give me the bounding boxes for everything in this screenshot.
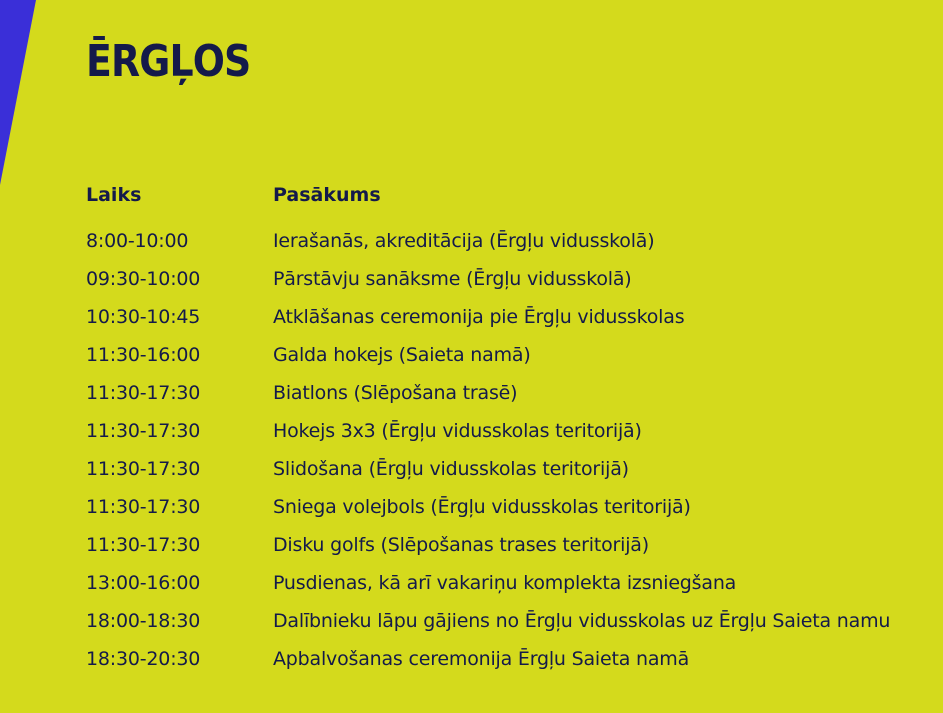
schedule-time: 18:30-20:30 <box>86 648 201 670</box>
schedule-row <box>86 640 936 678</box>
schedule-header-row <box>86 180 936 210</box>
schedule-event: Atklāšanas ceremonija pie Ērgļu vidusskolas <box>273 306 685 328</box>
schedule-time: 8:00-10:00 <box>86 230 189 252</box>
schedule-event: Pusdienas, kā arī vakariņu komplekta izsniegšana <box>273 572 737 594</box>
schedule-time: 11:30-17:30 <box>86 382 201 404</box>
schedule-time: 11:30-16:00 <box>86 344 201 366</box>
schedule-event: Galda hokejs (Saieta namā) <box>273 344 531 366</box>
schedule-time: 13:00-16:00 <box>86 572 201 594</box>
schedule-event: Biatlons (Slēpošana trasē) <box>273 382 518 404</box>
schedule-time: 10:30-10:45 <box>86 306 201 328</box>
schedule-time: 11:30-17:30 <box>86 496 201 518</box>
time-column-header: Laiks <box>86 184 142 206</box>
schedule-time: 09:30-10:00 <box>86 268 201 290</box>
schedule-row <box>86 374 936 412</box>
schedule-event: Sniega volejbols (Ērgļu vidusskolas teritorijā) <box>273 496 691 518</box>
schedule-event: Apbalvošanas ceremonija Ērgļu Saieta namā <box>273 648 690 670</box>
schedule-row <box>86 260 936 298</box>
schedule-event: Hokejs 3x3 (Ērgļu vidusskolas teritorijā) <box>273 420 642 442</box>
page-title: ĒRGĻOS <box>86 36 251 87</box>
accent-stripe <box>0 0 40 190</box>
schedule-event: Slidošana (Ērgļu vidusskolas teritorijā) <box>273 458 629 480</box>
event-column-header: Pasākums <box>273 184 381 206</box>
schedule-row <box>86 222 936 260</box>
schedule-time: 11:30-17:30 <box>86 420 201 442</box>
schedule-event: Pārstāvju sanāksme (Ērgļu vidusskolā) <box>273 268 632 290</box>
schedule-row <box>86 336 936 374</box>
schedule-row <box>86 602 936 640</box>
schedule-row <box>86 488 936 526</box>
schedule-row <box>86 450 936 488</box>
schedule-event: Dalībnieku lāpu gājiens no Ērgļu vidusskolas uz Ērgļu Saieta namu <box>273 610 891 632</box>
schedule-table <box>86 180 936 678</box>
schedule-time: 11:30-17:30 <box>86 458 201 480</box>
schedule-event: Disku golfs (Slēpošanas trases teritorijā) <box>273 534 649 556</box>
schedule-row <box>86 526 936 564</box>
schedule-event: Ierašanās, akreditācija (Ērgļu vidusskolā) <box>273 230 655 252</box>
schedule-row <box>86 412 936 450</box>
schedule-time: 11:30-17:30 <box>86 534 201 556</box>
schedule-row <box>86 298 936 336</box>
schedule-row <box>86 564 936 602</box>
schedule-time: 18:00-18:30 <box>86 610 201 632</box>
